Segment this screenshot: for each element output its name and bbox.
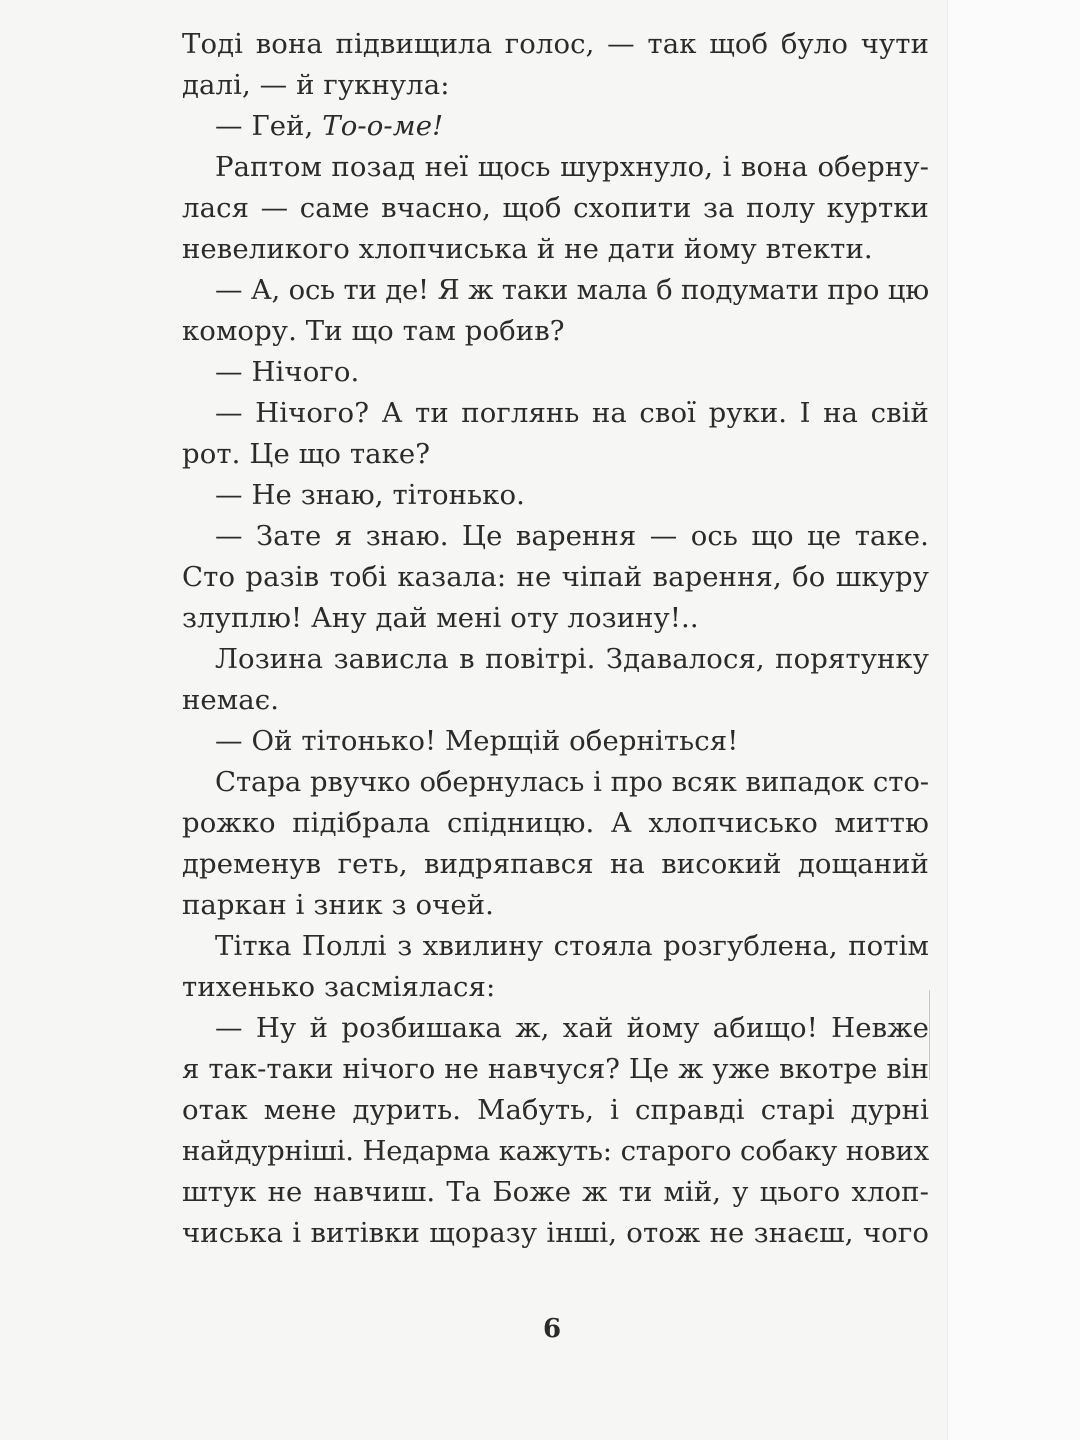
text-line: я так-таки нічого не навчуся? Це ж уже вкотре він — [182, 1053, 929, 1085]
text-line: невеликого хлопчиська й не дати йому втекти. — [182, 233, 873, 265]
paper-fold-mark — [929, 990, 930, 1080]
text-line: — Зате я знаю. Це варення — ось що це таке. — [215, 520, 929, 552]
text-line: отак мене дурить. Мабуть, і справді старі дурні — [182, 1094, 929, 1126]
text-line: тихенько засміялася: — [182, 971, 496, 1003]
text-line: рот. Це що таке? — [182, 438, 431, 470]
page-number: 6 — [542, 1314, 562, 1344]
text-line: — Не знаю, тітонько. — [215, 479, 525, 511]
text-line: Сто разів тобі казала: не чіпай варення, бо шкуру — [182, 561, 929, 593]
text-line: — Нічого? А ти поглянь на свої руки. І на свій — [215, 397, 929, 429]
text-line: — Ой тітонько! Мерщій оберніться! — [215, 725, 739, 757]
page-body-text — [182, 24, 929, 1254]
text-line: — Ну й розбишака ж, хай йому абищо! Невже — [215, 1012, 929, 1044]
text-line: Стара рвучко обернулась і про всяк випадок сто- — [215, 766, 929, 798]
text-line: Лозина зависла в повітрі. Здавалося, порятунку — [215, 643, 929, 675]
text-line: паркан і зник з очей. — [182, 889, 495, 921]
text-line: — Нічого. — [215, 356, 360, 388]
text-line: комору. Ти що там робив? — [182, 315, 565, 347]
text-line: — А, ось ти де! Я ж таки мала б подумати про цю — [215, 274, 929, 306]
text-line: дременув геть, видряпався на високий дощаний — [182, 848, 929, 880]
text-line: рожко підібрала спідницю. А хлопчисько миттю — [182, 807, 929, 839]
text-line: далі, — й гукнула: — [182, 69, 450, 101]
text-line-dialogue: — Гей, — [215, 110, 323, 142]
page-right-margin — [947, 0, 1080, 1440]
text-line — [182, 106, 929, 147]
text-line: Тітка Поллі з хвилину стояла розгублена, потім — [215, 930, 929, 962]
text-line: немає. — [182, 684, 280, 716]
text-line: найдурніші. Недарма кажуть: старого собаку нових — [182, 1135, 929, 1167]
text-line: лася — саме вчасно, щоб схопити за полу куртки — [182, 192, 929, 224]
text-line: злуплю! Ану дай мені оту лозину!.. — [182, 602, 699, 634]
text-line-emphasis: То-о-ме! — [322, 110, 444, 142]
text-line: чиська і витівки щоразу інші, отож не знаєш, чого — [182, 1217, 929, 1249]
text-line: Раптом позад неї щось шурхнуло, і вона оберну- — [215, 151, 929, 183]
text-line: штук не навчиш. Та Боже ж ти мій, у цього хлоп- — [182, 1176, 929, 1208]
text-line: Тоді вона підвищила голос, — так щоб було чути — [182, 28, 929, 60]
